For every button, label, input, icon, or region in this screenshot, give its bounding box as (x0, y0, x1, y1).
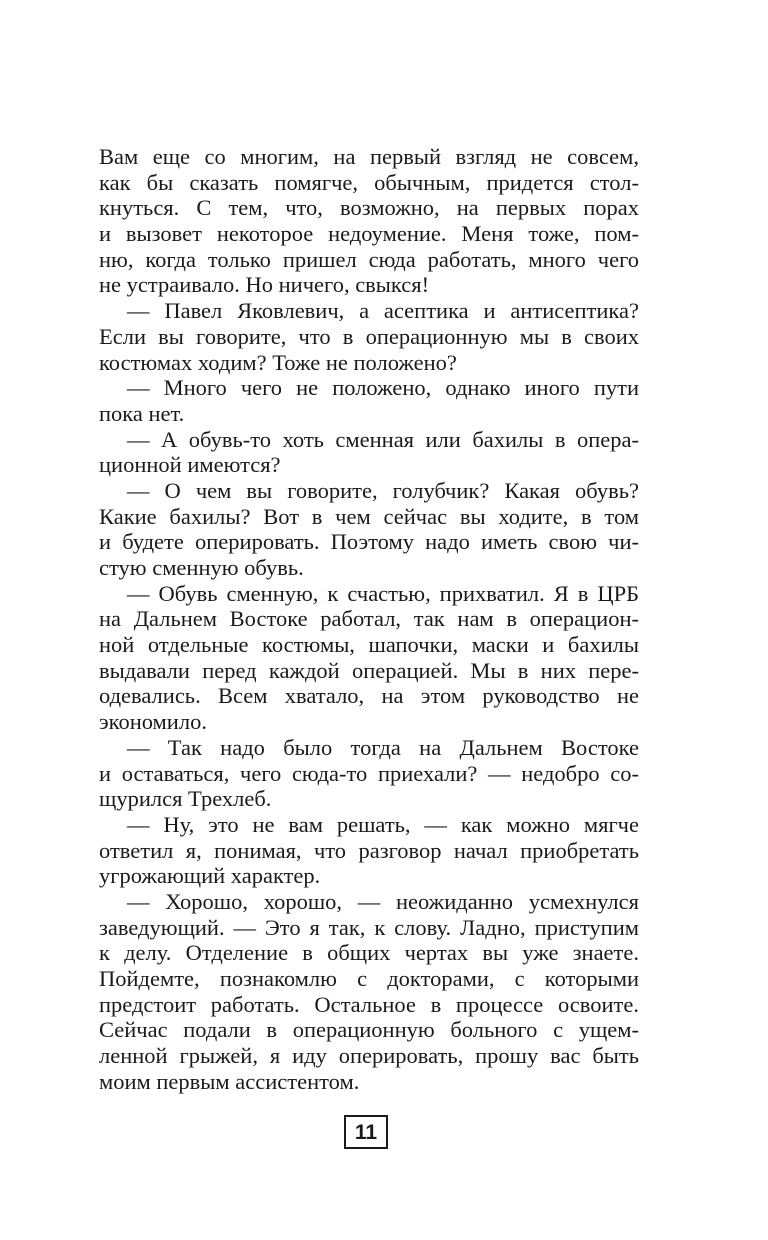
text-line: моим первым ассистентом. (99, 1068, 360, 1094)
text-line: ню, когда только пришел сюда работать, много чего (99, 246, 639, 272)
page-number: 11 (354, 1120, 378, 1144)
text-line: Вам еще со многим, на первый взгляд не совсем, (99, 144, 639, 169)
text-line: Пойдемте, познакомлю с докторами, с которыми (99, 966, 639, 991)
text-line: ционной имеются? (99, 452, 281, 478)
text-line: ленной грыжей, я иду оперировать, прошу вас быть (99, 1043, 639, 1069)
text-line: — Обувь сменную, к счастью, прихватил. Я в ЦРБ (127, 580, 639, 606)
text-line: на Дальнем Востоке работал, так нам в операцион- (99, 606, 639, 632)
text-line: к делу. Отделение в общих чертах вы уже знаете. (99, 940, 639, 966)
text-line: — О чем вы говорите, голубчик? Какая обувь? (127, 477, 639, 503)
text-line: экономило. (99, 709, 207, 735)
text-line: угрожающий характер. (99, 863, 321, 889)
text-line: Сейчас подали в операционную больного с ущем- (99, 1017, 639, 1043)
text-line: и будете оперировать. Поэтому надо иметь свою чи- (99, 529, 639, 555)
text-line: — Павел Яковлевич, а асептика и антисептика? (127, 298, 639, 324)
text-line: — Много чего не положено, однако иного пути (127, 375, 639, 401)
text-line: щурился Трехлеб. (99, 786, 272, 812)
text-line: — Ну, это не вам решать, — как можно мягче (127, 811, 639, 837)
text-line: — Хорошо, хорошо, — неожиданно усмехнулся (127, 888, 639, 914)
text-line: предстоит работать. Остальное в процессе освоите. (99, 991, 639, 1017)
text-line: — Так надо было тогда на Дальнем Востоке (127, 734, 639, 760)
text-line: костюмах ходим? Тоже не положено? (99, 349, 457, 375)
text-line: и оставаться, чего сюда-то приехали? — недобро со- (99, 760, 639, 786)
text-line: стую сменную обувь. (99, 555, 304, 580)
body-text (99, 144, 639, 1094)
text-line: ной отдельные костюмы, шапочки, маски и бахилы (99, 632, 639, 658)
text-line: одевались. Всем хватало, на этом руководство не (99, 683, 639, 709)
text-line: не устраивало. Но ничего, свыкся! (99, 272, 430, 298)
page-number-box (344, 1115, 388, 1149)
text-line: Если вы говорите, что в операционную мы в своих (99, 323, 639, 349)
text-line: ответил я, понимая, что разговор начал приобретать (99, 837, 639, 863)
text-line: как бы сказать помягче, обычным, придется стол- (99, 169, 639, 195)
text-line: пока нет. (99, 400, 185, 426)
text-line: Какие бахилы? Вот в чем сейчас вы ходите, в том (99, 503, 639, 529)
text-line: заведующий. — Это я так, к слову. Ладно, приступим (99, 914, 639, 940)
text-line: — А обувь-то хоть сменная или бахилы в опера- (127, 426, 639, 452)
text-line: кнуться. С тем, что, возможно, на первых порах (99, 195, 639, 221)
text-line: выдавали перед каждой операцией. Мы в них пере- (99, 657, 639, 683)
text-line: и вызовет некоторое недоумение. Меня тоже, пом- (99, 221, 639, 247)
